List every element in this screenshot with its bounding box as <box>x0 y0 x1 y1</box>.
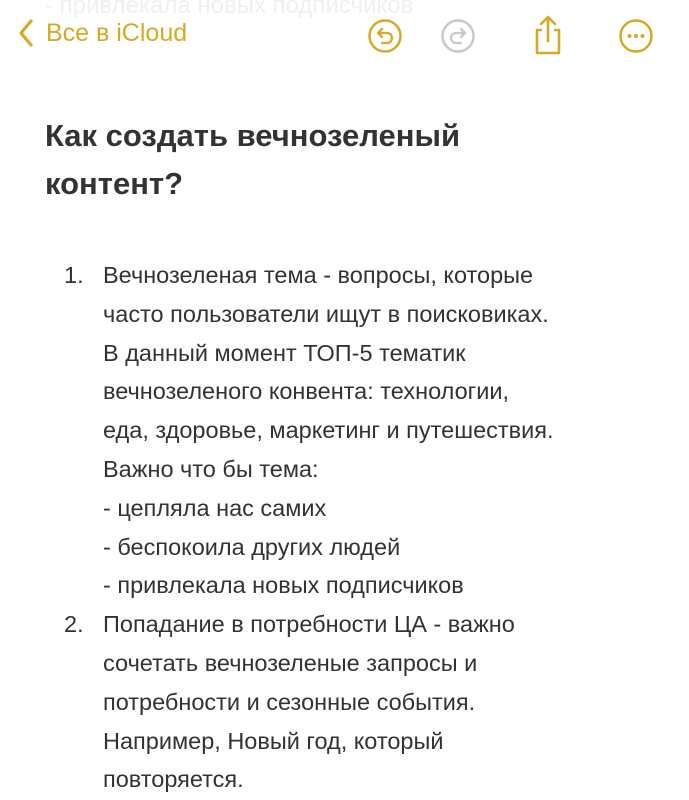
share-icon[interactable] <box>530 14 566 56</box>
more-icon[interactable] <box>618 18 654 54</box>
list-line: - привлекала новых подписчиков <box>103 572 464 599</box>
list-item <box>0 256 643 605</box>
back-button[interactable] <box>18 18 187 48</box>
list-line: - цепляла нас самих <box>103 494 327 521</box>
list-line: вечнозеленого конвента: технологии, <box>103 378 510 405</box>
list-item <box>0 605 643 799</box>
list-line: - беспокоила других людей <box>103 533 401 560</box>
list-line: Вечнозеленая тема - вопросы, которые <box>103 262 534 288</box>
list-line: часто пользователи ищут в поисковиках. <box>103 300 549 327</box>
list-line: Например, Новый год, который <box>103 727 444 754</box>
redo-icon[interactable] <box>440 18 476 54</box>
list-number: 2. <box>64 611 84 638</box>
list-line: Важно что бы тема: <box>103 455 319 482</box>
list-line: потребности и сезонные события. <box>103 688 476 715</box>
numbered-list <box>0 256 643 799</box>
list-line: сочетать вечнозеленые запросы и <box>103 649 478 676</box>
back-label: Все в iCloud <box>46 18 188 47</box>
list-line: повторяется. <box>103 766 244 793</box>
list-line: Попадание в потребности ЦА - важно <box>103 611 515 638</box>
list-number: 1. <box>64 262 84 288</box>
note-title: Как создать вечнозеленый контент? <box>45 118 461 201</box>
navigation-bar <box>0 0 689 75</box>
list-line: В данный момент ТОП-5 тематик <box>103 339 466 366</box>
list-line: еда, здоровье, маркетинг и путешествия. <box>103 417 554 444</box>
scrolled-text-ghost: - привлекала новых подписчиков <box>45 0 414 19</box>
undo-icon[interactable] <box>367 18 403 54</box>
chevron-left-icon <box>18 18 34 48</box>
